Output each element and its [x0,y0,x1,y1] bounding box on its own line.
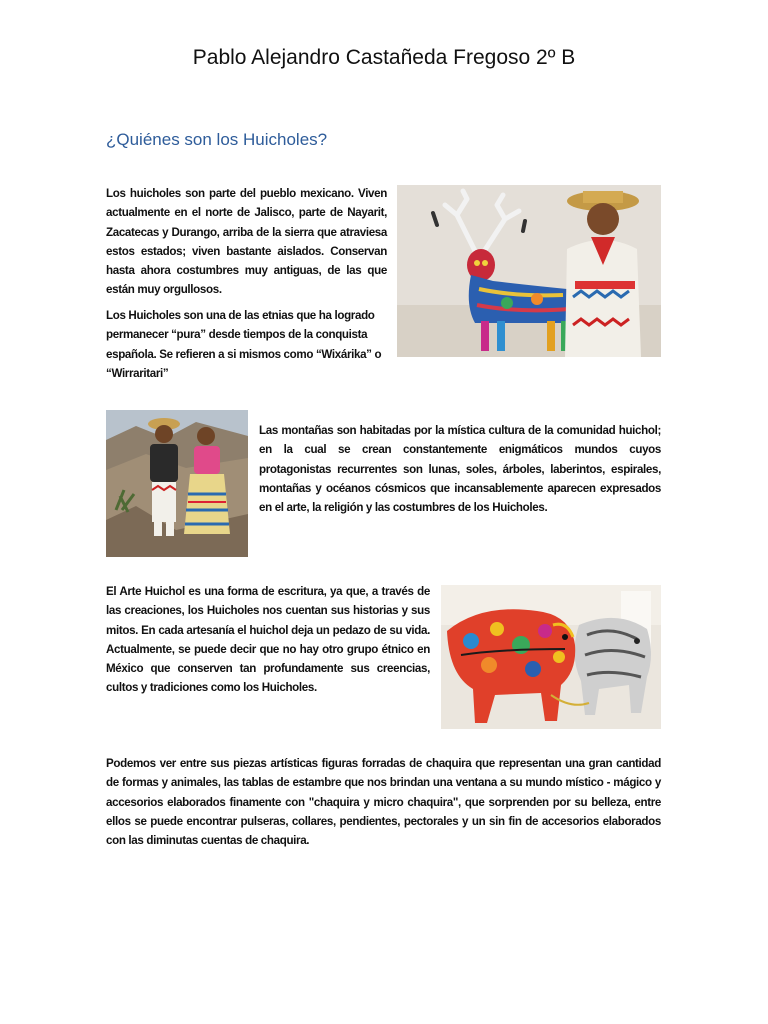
photo-beaded-jaguars [441,585,661,729]
section-heading: ¿Quiénes son los Huicholes? [106,130,328,149]
paragraph-ethnic: Los Huicholes son una de las etnias que ha logrado permanecer “pura” desde tiempos de la conquista española. Se refieren a si mismos como “Wixárika” o “Wirraritari” [106,309,382,380]
photo-beaded-deer-and-huichol-man [397,185,661,357]
photo-huichol-children-mountains [106,410,248,557]
page-title: Pablo Alejandro Castañeda Fregoso 2º B [192,46,576,69]
paragraph-pieces: Podemos ver entre sus piezas artísticas figuras forradas de chaquira que representan una gran cantidad de formas y animales, las tablas de estambre que nos brindan una ventana a su mundo místico - mágico y accesorios elaborados finamente con "chaquira y micro chaquira", que sorprenden por su belleza, entre ellos se puede encontrar pulseras, collares, pendientes, pectorales y un sin fin de accesorios elaborados con las diminutas cuentas de chaquira. [106,757,661,848]
paragraph-art: El Arte Huichol es una forma de escritura, ya que, a través de las creaciones, los Huicholes nos cuentan sus historias y sus mitos. En cada artesanía el huichol deja un pedazo de su vida. Actualmente, se puede decir que no hay otro grupo étnico en México que conserven tan profundamente sus creencias, cultos y tradiciones como los Huicholes. [106,585,430,695]
paragraph-intro: Los huicholes son parte del pueblo mexicano. Viven actualmente en el norte de Jalisco, parte de Nayarit, Zacatecas y Durango, arriba de la sierra que atraviesa estos estados; viven bastante aislados. Conservan hasta ahora costumbres muy antiguas, de las que están muy orgullosos. [106,187,387,297]
paragraph-mountains: Las montañas son habitadas por la mística cultura de la comunidad huichol; en la cual se crean constantemente enigmáticos mundos cuyos protagonistas recurrentes son lunas, soles, árboles, laberintos, espirales, montañas y océanos cósmicos que incansablemente aparecen expresados en el arte, la religión y las costumbres de los Huicholes. [259,424,661,515]
